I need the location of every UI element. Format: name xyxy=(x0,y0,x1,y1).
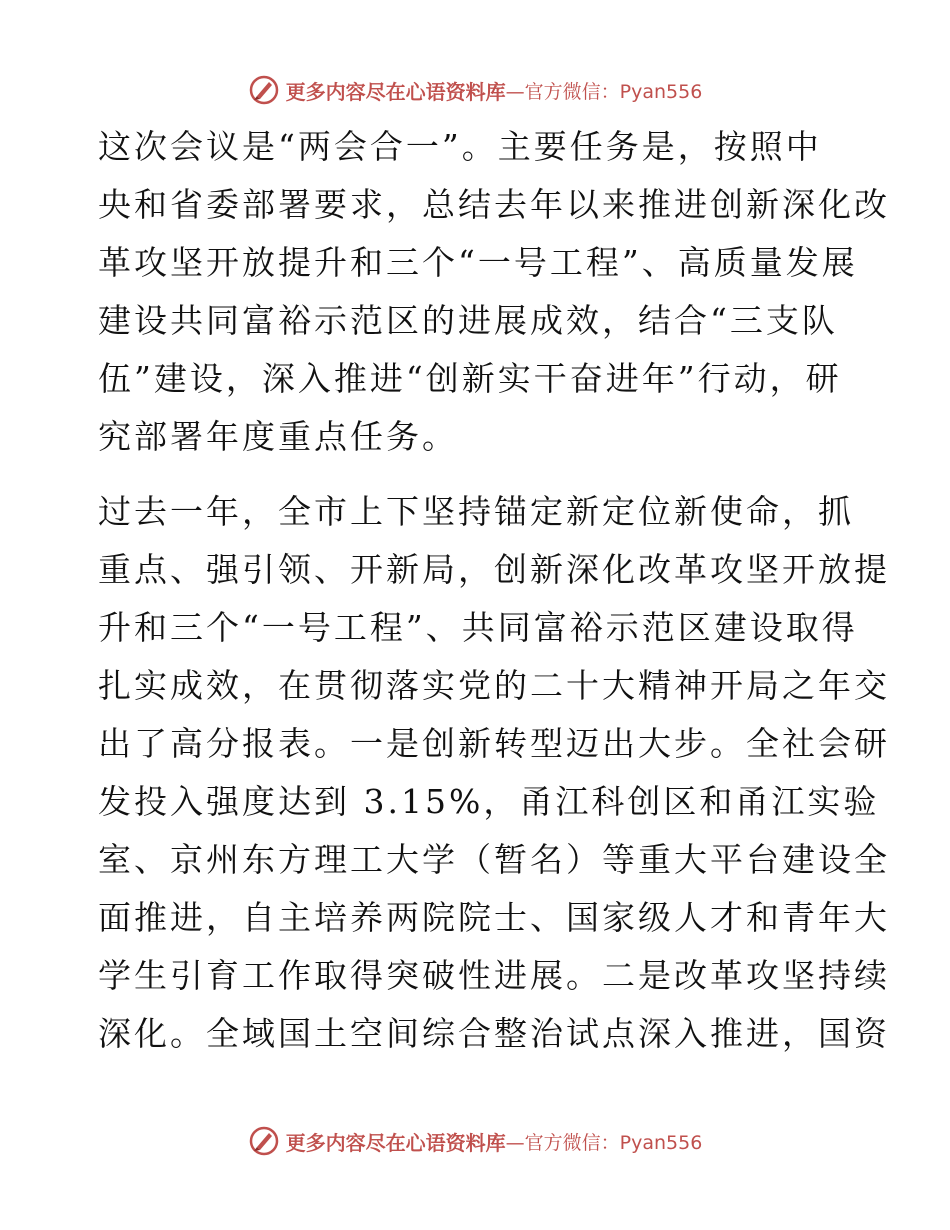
paragraph-2 xyxy=(98,483,890,1063)
text-line: 室、京州东方理工大学（暂名）等重大平台建设全 xyxy=(98,840,890,879)
text-line: 扎实成效，在贯彻落实党的二十大精神开局之年交 xyxy=(98,666,890,705)
text-line: 建设共同富裕示范区的进展成效，结合“三支队 xyxy=(98,301,838,340)
text-line: 过去一年，全市上下坚持锚定新定位新使命，抓 xyxy=(98,492,854,531)
logo-icon xyxy=(248,74,280,106)
text-line: 这次会议是“两会合一”。主要任务是，按照中 xyxy=(98,127,822,166)
text-line: 升和三个“一号工程”、共同富裕示范区建设取得 xyxy=(98,608,858,647)
text-line: 面推进，自主培养两院院士、国家级人才和青年大 xyxy=(98,898,890,937)
watermark-text: 更多内容尽在心语资料库 xyxy=(285,79,506,104)
footer-watermark xyxy=(0,1121,950,1161)
text-line: 央和省委部署要求，总结去年以来推进创新深化改 xyxy=(98,185,890,224)
text-line: 出了高分报表。一是创新转型迈出大步。全社会研 xyxy=(98,724,890,763)
text-line: 革攻坚开放提升和三个“一号工程”、高质量发展 xyxy=(98,243,858,282)
text-line: 究部署年度重点任务。 xyxy=(98,417,458,456)
watermark-contact: —官方微信：Pyan556 xyxy=(505,1131,703,1154)
watermark-contact: —官方微信：Pyan556 xyxy=(505,80,703,103)
watermark-text: 更多内容尽在心语资料库 xyxy=(285,1130,506,1155)
header-watermark xyxy=(0,70,950,110)
text-line: 学生引育工作取得突破性进展。二是改革攻坚持续 xyxy=(98,956,890,995)
text-line: 重点、强引领、开新局，创新深化改革攻坚开放提 xyxy=(98,550,890,589)
logo-icon xyxy=(248,1125,280,1157)
text-line: 伍”建设，深入推进“创新实干奋进年”行动，研 xyxy=(98,359,842,398)
text-line: 发投入强度达到 3.15%，甬江科创区和甬江实验 xyxy=(98,782,880,821)
paragraph-1 xyxy=(98,118,890,466)
text-line: 深化。全域国土空间综合整治试点深入推进，国资 xyxy=(98,1014,890,1053)
